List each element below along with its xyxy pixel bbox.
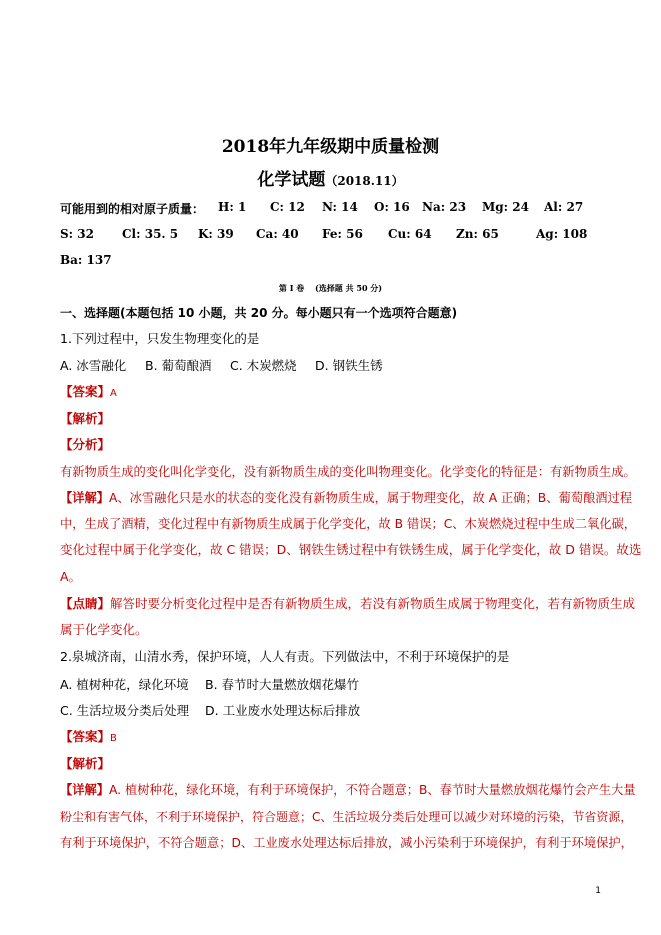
subtitle-date: （2018.11） — [325, 174, 404, 188]
atomic-mass-row-2 — [60, 227, 620, 243]
option-d: D. 钢铁生锈 — [315, 358, 383, 373]
question-1-detail-line: 变化过程中属于化学变化，故 C 错误；D、钢铁生锈过程中有铁锈生成，属于化学变化，故 D 错误。故选 — [60, 542, 642, 557]
dianjing-text: 解答时要分析变化过程中是否有新物质生成，若没有新物质生成属于物理变化，若有新物质生成 — [110, 596, 636, 611]
atomic-mass: C: 12 — [270, 200, 305, 214]
question-2-answer — [60, 728, 117, 748]
atomic-mass: N: 14 — [322, 200, 358, 214]
question-1-dianjing-line — [60, 595, 635, 613]
atomic-mass: Na: 23 — [422, 200, 467, 214]
question-1-answer — [60, 383, 117, 403]
atomic-mass-row-3 — [60, 253, 180, 269]
volume-header: 第 I 卷 (选择题 共 50 分) — [278, 283, 383, 293]
question-2-detail-line: 粉尘和有害气体，不利于环境保护，符合题意；C、生活垃圾分类后处理可以减少对环境的污染，节省资源， — [60, 810, 633, 824]
option-c: C. 木炭燃烧 — [230, 358, 297, 373]
question-1-stem: 1.下列过程中，只发生物理变化的是 — [60, 331, 260, 346]
page-number: 1 — [595, 886, 601, 896]
page-subtitle — [0, 165, 661, 190]
question-1-jiexi: 【解析】 — [60, 411, 111, 426]
dianjing-label: 【点睛】 — [60, 596, 111, 611]
atomic-mass: Al: 27 — [544, 200, 584, 214]
question-1-detail-line: 中，生成了酒精，变化过程中有新物质生成属于化学变化，故 B 错误；C、木炭燃烧过程中生成二氧化碳， — [60, 517, 636, 531]
question-2-stem: 2.泉城济南，山清水秀，保护环境，人人有责。下列做法中，不利于环境保护的是 — [60, 649, 510, 664]
atomic-mass: Ca: 40 — [256, 227, 299, 241]
atomic-mass: O: 16 — [374, 200, 410, 214]
question-1-detail-line: A。 — [60, 569, 82, 584]
atomic-mass: Ba: 137 — [60, 253, 112, 267]
question-1-options — [60, 357, 600, 375]
page-title: 2018年九年级期中质量检测 — [221, 137, 440, 157]
detail-text: A. 植树种花，绿化环境，有利于环境保护，不符合题意；B、春节时大量燃放烟花爆竹会产生大量 — [109, 783, 636, 797]
atomic-mass: Fe: 56 — [322, 227, 363, 241]
atomic-mass: S: 32 — [60, 227, 94, 241]
option-d: D. 工业废水处理达标后排放 — [205, 703, 361, 718]
atomic-mass-label: 可能用到的相对原子质量： — [60, 202, 205, 216]
option-b: B. 葡萄酿酒 — [145, 358, 212, 373]
atomic-mass: Cl: 35. 5 — [122, 227, 179, 241]
atomic-mass: H: 1 — [218, 200, 247, 214]
question-2-detail-line — [60, 781, 636, 799]
answer-label: 【答案】 — [60, 384, 111, 399]
question-2-detail-line: 有利于环境保护，不符合题意；D、工业废水处理达标后排放，减小污染利于环境保护，有利于环境保护， — [60, 836, 633, 850]
section-header: 一、选择题(本题包括 10 小题，共 20 分。每小题只有一个选项符合题意) — [60, 306, 458, 320]
answer-value: A — [110, 388, 117, 399]
atomic-mass: K: 39 — [198, 227, 234, 241]
detail-label: 【详解】 — [60, 783, 109, 797]
question-1-dianjing-line: 属于化学变化。 — [60, 622, 148, 637]
option-a: A. 植树种花，绿化环境 — [60, 677, 189, 692]
question-1-fenxi-label: 【分析】 — [60, 437, 111, 452]
subtitle-text: 化学试题 — [257, 170, 326, 190]
atomic-mass: Zn: 65 — [456, 227, 499, 241]
question-1-detail-line — [60, 489, 632, 507]
atomic-mass: Mg: 24 — [482, 200, 529, 214]
answer-value: B — [110, 733, 117, 744]
atomic-mass: Cu: 64 — [388, 227, 432, 241]
question-2-options-row-1 — [60, 676, 600, 694]
atomic-mass: Ag: 108 — [536, 227, 588, 241]
option-c: C. 生活垃圾分类后处理 — [60, 703, 190, 718]
question-1-fenxi-text: 有新物质生成的变化叫化学变化，没有新物质生成的变化叫物理变化。化学变化的特征是：有新物质生成。 — [60, 465, 636, 479]
question-2-options-row-2 — [60, 702, 600, 720]
atomic-mass-row-1 — [60, 200, 620, 216]
answer-label: 【答案】 — [60, 729, 111, 744]
question-2-jiexi: 【解析】 — [60, 756, 111, 771]
detail-text: A、冰雪融化只是水的状态的变化没有新物质生成，属于物理变化，故 A 正确；B、葡萄酿酒过程 — [109, 491, 632, 505]
option-a: A. 冰雪融化 — [60, 358, 127, 373]
option-b: B. 春节时大量燃放烟花爆竹 — [205, 677, 360, 692]
detail-label: 【详解】 — [60, 491, 109, 505]
